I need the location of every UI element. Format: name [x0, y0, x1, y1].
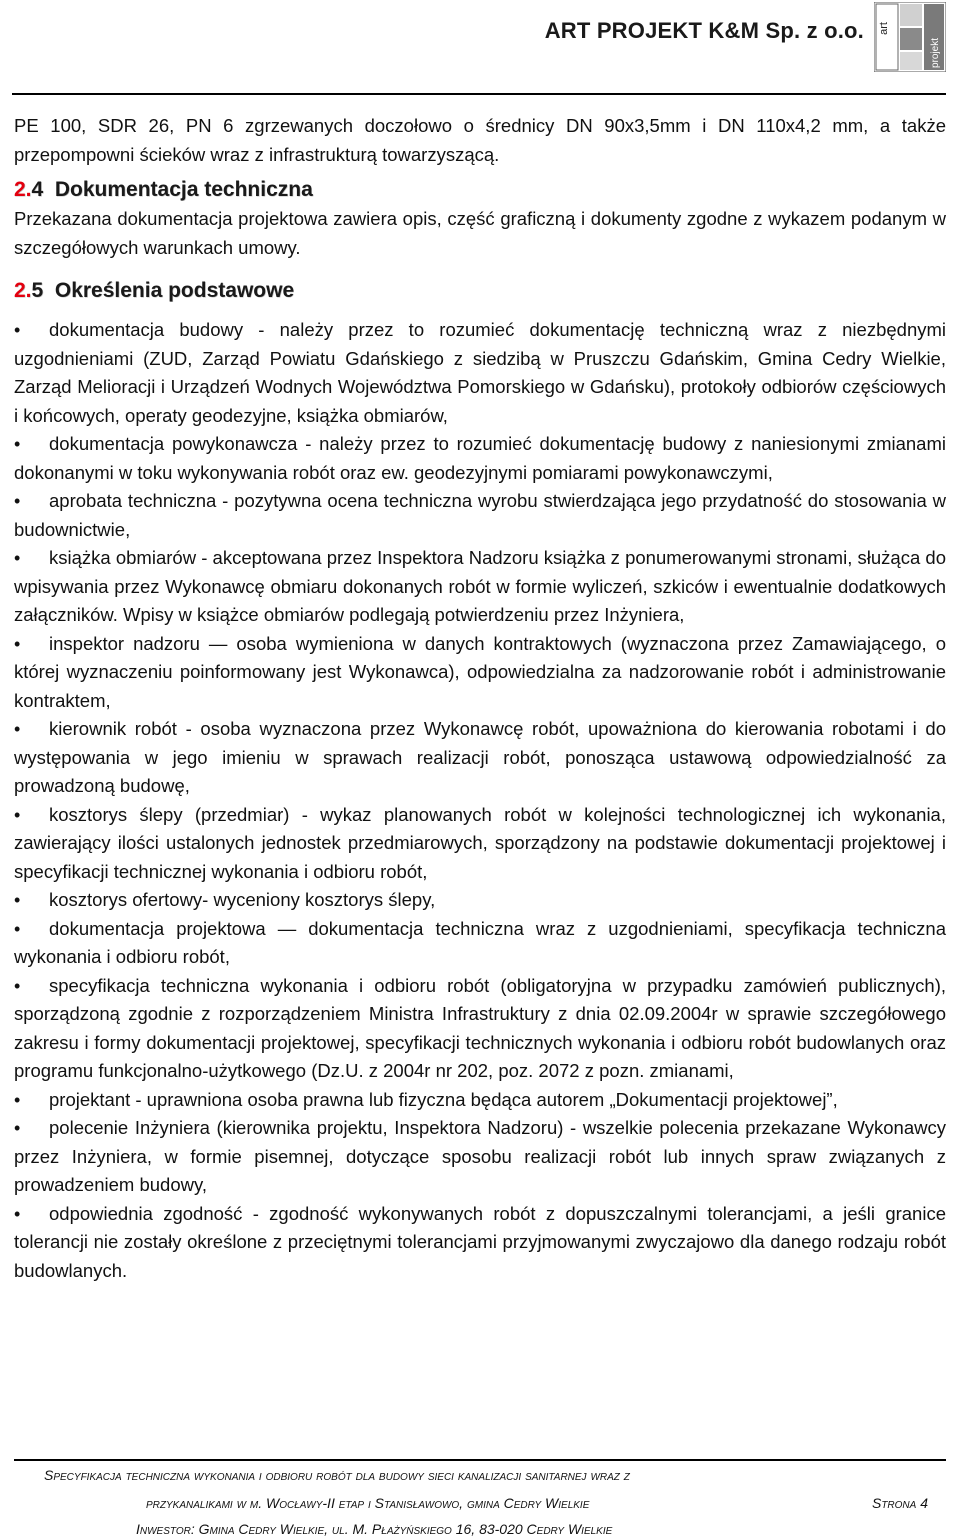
list-item: • inspektor nadzoru — osoba wymieniona w danych kontraktowych (wyznaczona przez Zamawiającego, o której wyznaczeniu poinformowany jest Wykonawca), odpowiedzialna za nadzorowanie robót i administrowanie kontraktem, — [14, 630, 946, 716]
header-divider — [12, 93, 946, 95]
list-item: • odpowiednia zgodność - zgodność wykonywanych robót z dopuszczalnymi tolerancjami, a jeśli granice tolerancji nie zostały określone z przeciętnymi tolerancjami przyjmowanymi zwyczajowo dla danego rodzaju robót budowlanych. — [14, 1200, 946, 1286]
list-item: • specyfikacja techniczna wykonania i odbioru robót (obligatoryjna w przypadku zamówień publicznych), sporządzoną zgodnie z rozporządzeniem Ministra Infrastruktury z dnia 02.09.2004r w sprawie szczegółowego zakresu i formy dokumentacji projektowej, specyfikacji technicznych wykonania i odbioru robót budowlanych oraz programu funkcjonalno-użytkowego (Dz.U. z 2004r nr 202, poz. 2072 z pozn. zmianami, — [14, 972, 946, 1086]
list-item: • dokumentacja projektowa — dokumentacja techniczna wraz z uzgodnieniami, specyfikacja techniczna wykonania i odbioru robót, — [14, 915, 946, 972]
list-item: • aprobata techniczna - pozytywna ocena techniczna wyrobu stwierdzająca jego przydatność do stosowania w budownictwie, — [14, 487, 946, 544]
intro-paragraph: PE 100, SDR 26, PN 6 zgrzewanych doczołowo o średnicy DN 90x3,5mm i DN 110x4,2 mm, a także przepompowni ścieków wraz z infrastrukturą towarzyszącą. — [14, 115, 946, 165]
section-heading-2-4: 2.4 Dokumentacja techniczna — [14, 178, 313, 201]
list-item: • dokumentacja powykonawcza - należy przez to rozumieć dokumentację budowy z naniesionymi zmianami dokonanymi w toku wykonywania robót oraz ew. geodezyjnymi pomiarami powykonawczymi, — [14, 430, 946, 487]
section-heading-2-5: 2.5 Określenia podstawowe — [14, 279, 295, 302]
art-projekt-logo — [874, 2, 946, 72]
page-header — [0, 0, 960, 100]
svg-text:projekt: projekt — [930, 37, 941, 68]
document-body — [14, 112, 946, 1285]
list-item: • kosztorys ofertowy- wyceniony kosztorys ślepy, — [14, 886, 946, 915]
footer-divider — [14, 1459, 946, 1461]
list-item: • kosztorys ślepy (przedmiar) - wykaz planowanych robót w kolejności technologicznej ich wykonania, zawierający ilości ustalonych jednostek przedmiarowych, sporządzony na podstawie dokumentacji projektowej i specyfikacji technicznej wykonania i odbioru robót, — [14, 801, 946, 887]
definitions-list — [14, 316, 946, 1285]
footer-investor: Inwestor: Gmina Cedry Wielkie, ul. M. Płażyńskiego 16, 83-020 Cedry Wielkie — [136, 1521, 613, 1537]
svg-text:art: art — [878, 22, 890, 35]
company-name: ART PROJEKT K&M Sp. z o.o. — [544, 18, 864, 43]
list-item: • projektant - uprawniona osoba prawna lub fizyczna będąca autorem „Dokumentacji projektowej”, — [14, 1086, 946, 1115]
list-item: • książka obmiarów - akceptowana przez Inspektora Nadzoru książka z ponumerowanymi stronami, służąca do wpisywania przez Wykonawcę obmiaru dokonanych robót w formie wyliczeń, szkiców i ewentualnie dodatkowych załączników. Wpisy w książce obmiarów podlegają potwierdzeniu przez Inżyniera, — [14, 544, 946, 630]
page-footer — [0, 1440, 960, 1538]
list-item: • polecenie Inżyniera (kierownika projektu, Inspektora Nadzoru) - wszelkie polecenia przekazane Wykonawcy przez Inżyniera, w formie pisemnej, dotyczące sposobu realizacji robót lub innych spraw związanych z prowadzeniem budowy, — [14, 1114, 946, 1200]
list-item: • dokumentacja budowy - należy przez to rozumieć dokumentację techniczną wraz z niezbędnymi uzgodnieniami (ZUD, Zarząd Powiatu Gdańskiego z siedzibą w Pruszczu Gdańskim, Gmina Cedry Wielkie, Zarząd Melioracji i Urządzeń Wodnych Województwa Pomorskiego w Gdańsku), protokoły odbiorów częściowych i końcowych, operaty geodezyjne, książka obmiarów, — [14, 316, 946, 430]
list-item: • kierownik robót - osoba wyznaczona przez Wykonawcę robót, upoważniona do kierowania robotami i do występowania w jego imieniu w sprawach realizacji robót, ponosząca ustawową odpowiedzialność za prowadzoną budowę, — [14, 715, 946, 801]
footer-spec-title-line2: przykanalikami w m. Wocławy-II etap i Stanisławowo, gmina Cedry Wielkie — [146, 1495, 590, 1511]
section-2-4-body: Przekazana dokumentacja projektowa zawiera opis, część graficzną i dokumenty zgodne z wykazem podanym w szczegółowych warunkach umowy. — [14, 208, 946, 258]
page-number: Strona 4 — [871, 1495, 928, 1511]
footer-spec-title-line1: Specyfikacja techniczna wykonania i odbioru robót dla budowy sieci kanalizacji sanitarnej wraz z — [44, 1467, 630, 1483]
